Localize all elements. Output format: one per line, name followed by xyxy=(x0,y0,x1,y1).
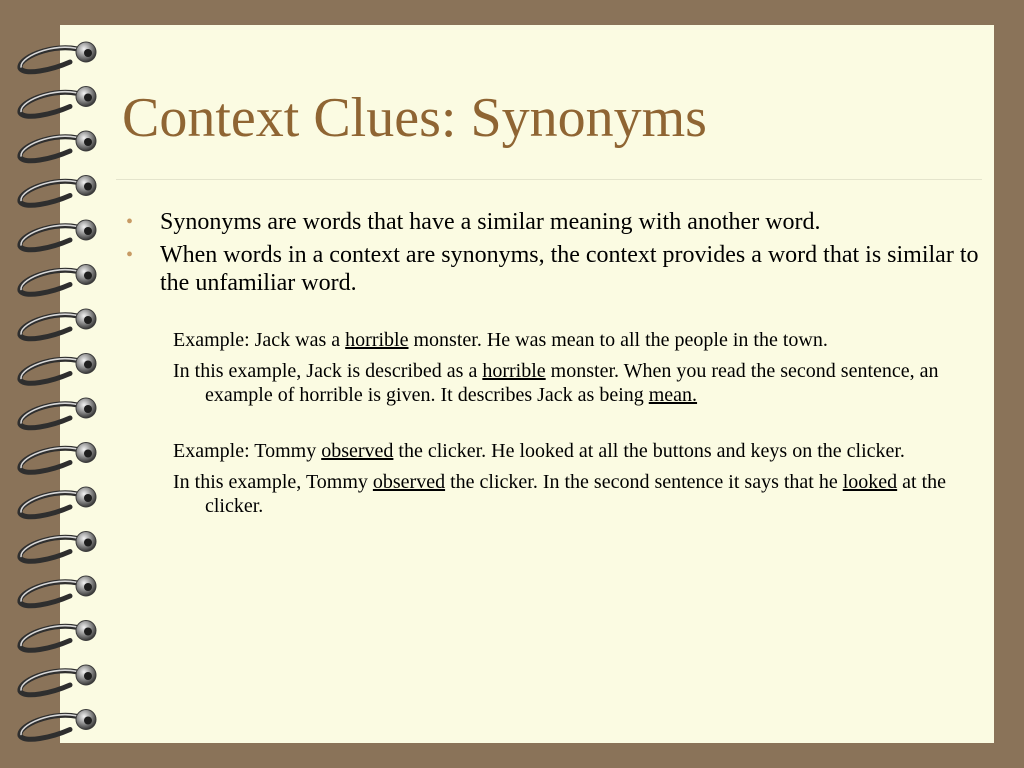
binding-ring xyxy=(20,665,96,695)
title-divider xyxy=(116,179,982,180)
binding-ring xyxy=(20,354,96,384)
example-2: Example: Tommy observed the clicker. He looked at all the buttons and keys on the clicker. xyxy=(173,440,905,462)
bullet-item-2 xyxy=(126,241,986,297)
key-word: mean. xyxy=(648,384,698,406)
bullet-icon: • xyxy=(126,244,134,266)
slide-body xyxy=(126,208,986,525)
binding-ring xyxy=(20,309,96,339)
bullet-icon: • xyxy=(126,211,134,233)
slide-title: Context Clues: Synonyms xyxy=(122,87,707,149)
key-word: observed xyxy=(372,471,446,493)
bullet-item-1 xyxy=(126,208,986,236)
bullet-text-1: Synonyms are words that have a similar meaning with another word. xyxy=(160,209,821,235)
binding-ring xyxy=(20,621,96,651)
key-word: horrible xyxy=(345,329,409,351)
key-word: horrible xyxy=(482,360,546,382)
key-word: looked xyxy=(842,471,898,493)
binding-ring xyxy=(20,443,96,473)
bullet-text-2: When words in a context are synonyms, the context provides a word that is similar to the unfamiliar word. xyxy=(160,242,979,296)
binding-ring xyxy=(20,42,96,72)
explanation-1: In this example, Jack is described as a horrible monster. When you read the second sentence, an example of horrible is given. It describes Jack as being mean. xyxy=(173,360,939,406)
binding-ring xyxy=(20,131,96,161)
binding-ring xyxy=(20,710,96,740)
binding-ring xyxy=(20,487,96,517)
binding-ring xyxy=(20,398,96,428)
example-1: Example: Jack was a horrible monster. He was mean to all the people in the town. xyxy=(173,329,828,351)
binding-ring xyxy=(20,265,96,295)
explanation-2: In this example, Tommy observed the clicker. In the second sentence it says that he looked at the clicker. xyxy=(173,471,947,517)
binding-ring xyxy=(20,220,96,250)
binding-ring xyxy=(20,576,96,606)
binding-ring xyxy=(20,532,96,562)
spiral-binding xyxy=(0,0,120,768)
binding-ring xyxy=(20,87,96,117)
key-word: observed xyxy=(321,440,394,462)
binding-ring xyxy=(20,176,96,206)
